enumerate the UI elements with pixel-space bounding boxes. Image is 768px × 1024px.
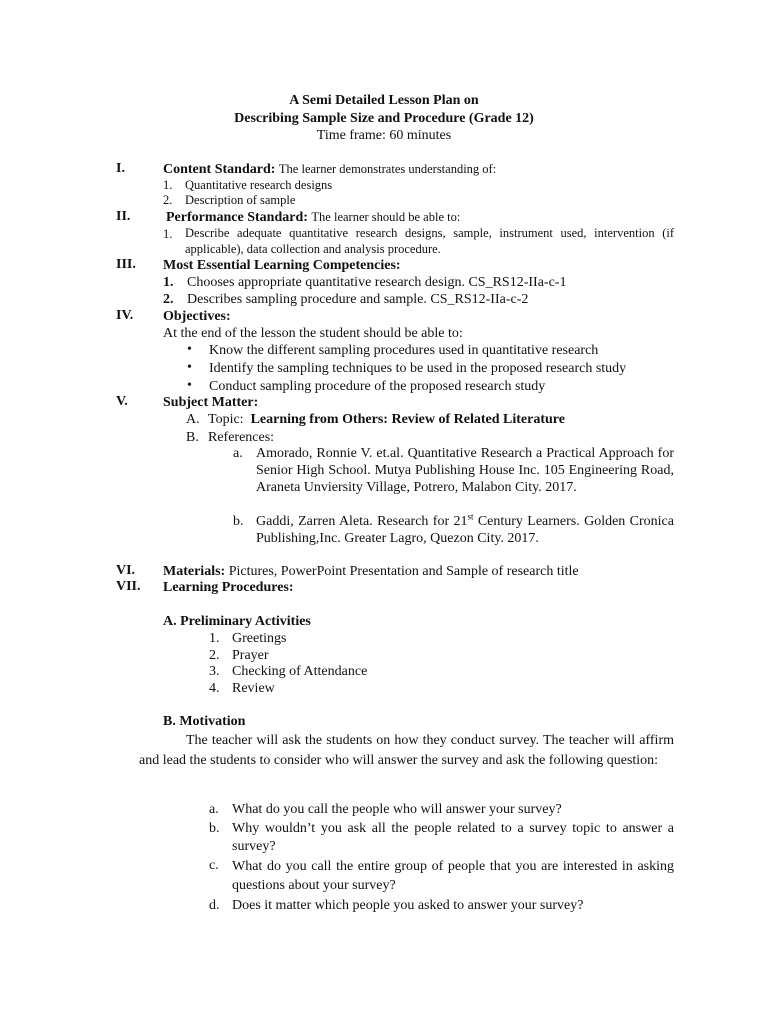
section-text: Pictures, PowerPoint Presentation and Sample of research title [228, 564, 579, 579]
topic-title: Learning from Others: Review of Related Literature [250, 412, 565, 427]
section-numeral: VII. [116, 579, 141, 594]
materials [163, 563, 579, 580]
section-text: The learner should be able to: [311, 210, 461, 224]
motivation-paragraph: The teacher will ask the students on how they conduct survey. The teacher will affirm and lead the students to consider who will answer the survey and ask the following question: [139, 733, 674, 768]
section-numeral: III. [116, 257, 136, 272]
objective-item: Conduct sampling procedure of the proposed research study [209, 379, 546, 394]
list-letter: c. [209, 858, 219, 873]
section-text: The learner demonstrates understanding of: [278, 162, 497, 176]
title-line-2: Describing Sample Size and Procedure (Grade 12) [234, 111, 534, 126]
question-item: What do you call the entire group of people that you are interested in asking questions about your survey? [232, 859, 674, 893]
bullet-icon: • [187, 342, 192, 357]
section-numeral: II. [116, 209, 131, 224]
bullet-icon: • [187, 360, 192, 375]
list-letter: a. [233, 446, 243, 461]
list-item: Describe adequate quantitative research designs, sample, instrument used, intervention (if applicable), data collection and analysis procedure. [185, 226, 674, 256]
list-letter: a. [209, 802, 219, 817]
reference-b: Gaddi, Zarren Aleta. Research for 21st Century Learners. Golden Cronica Publishing,Inc. Greater Lagro, Quezon City. 2017. [256, 511, 674, 546]
section-numeral: V. [116, 394, 128, 409]
list-number: 1. [163, 227, 173, 241]
section-numeral: I. [116, 161, 125, 176]
list-item: 1. Chooses appropriate quantitative research design. CS_RS12-IIa-c-1 [163, 275, 567, 290]
question-item: Why wouldn’t you ask all the people related to a survey topic to answer a survey? [232, 821, 674, 854]
references-label: B. References: [186, 430, 275, 445]
objective-item: Identify the sampling techniques to be used in the proposed research study [209, 361, 627, 376]
list-item: 1. Greetings [209, 631, 287, 646]
section-label: Materials: [163, 564, 226, 579]
topic-line: A. Topic: Learning from Others: Review of Related Literature [186, 412, 565, 427]
list-item: 2. Description of sample [163, 193, 296, 207]
list-item: 2. Prayer [209, 648, 269, 663]
question-item: Does it matter which people you asked to answer your survey? [232, 898, 584, 913]
objectives-intro: At the end of the lesson the student should be able to: [163, 326, 463, 341]
list-item: 2. Describes sampling procedure and sample. CS_RS12-IIa-c-2 [163, 292, 529, 307]
section-label: Subject Matter: [163, 395, 259, 410]
objective-item: Know the different sampling procedures used in quantitative research [209, 343, 599, 358]
section-numeral: VI. [116, 563, 136, 578]
performance-standard [166, 209, 460, 226]
motivation-heading: B. Motivation [163, 714, 246, 729]
list-letter: d. [209, 898, 220, 913]
time-frame: Time frame: 60 minutes [316, 128, 452, 143]
preliminary-heading: A. Preliminary Activities [163, 614, 311, 629]
question-item: What do you call the people who will answer your survey? [232, 802, 562, 817]
title-line-1: A Semi Detailed Lesson Plan on [289, 93, 479, 108]
section-label: Objectives: [163, 309, 231, 324]
list-letter: b. [233, 514, 244, 529]
list-letter: b. [209, 821, 220, 836]
content-standard [163, 161, 496, 178]
section-numeral: IV. [116, 308, 134, 323]
reference-a: Amorado, Ronnie V. et.al. Quantitative Research a Practical Approach for Senior High School. Mutya Publishing House Inc. 105 Engineering Road, Araneta Unviersity Village, Potrero, Malabon City. 2017. [256, 446, 674, 495]
section-label: Most Essential Learning Competencies: [163, 258, 401, 273]
list-item: 3. Checking of Attendance [209, 664, 368, 679]
section-label: Content Standard: [163, 162, 276, 177]
section-label: Performance Standard: [166, 210, 308, 225]
bullet-icon: • [187, 378, 192, 393]
list-item: 1. Quantitative research designs [163, 178, 333, 192]
section-label: Learning Procedures: [163, 580, 294, 595]
list-item: 4. Review [209, 681, 275, 696]
